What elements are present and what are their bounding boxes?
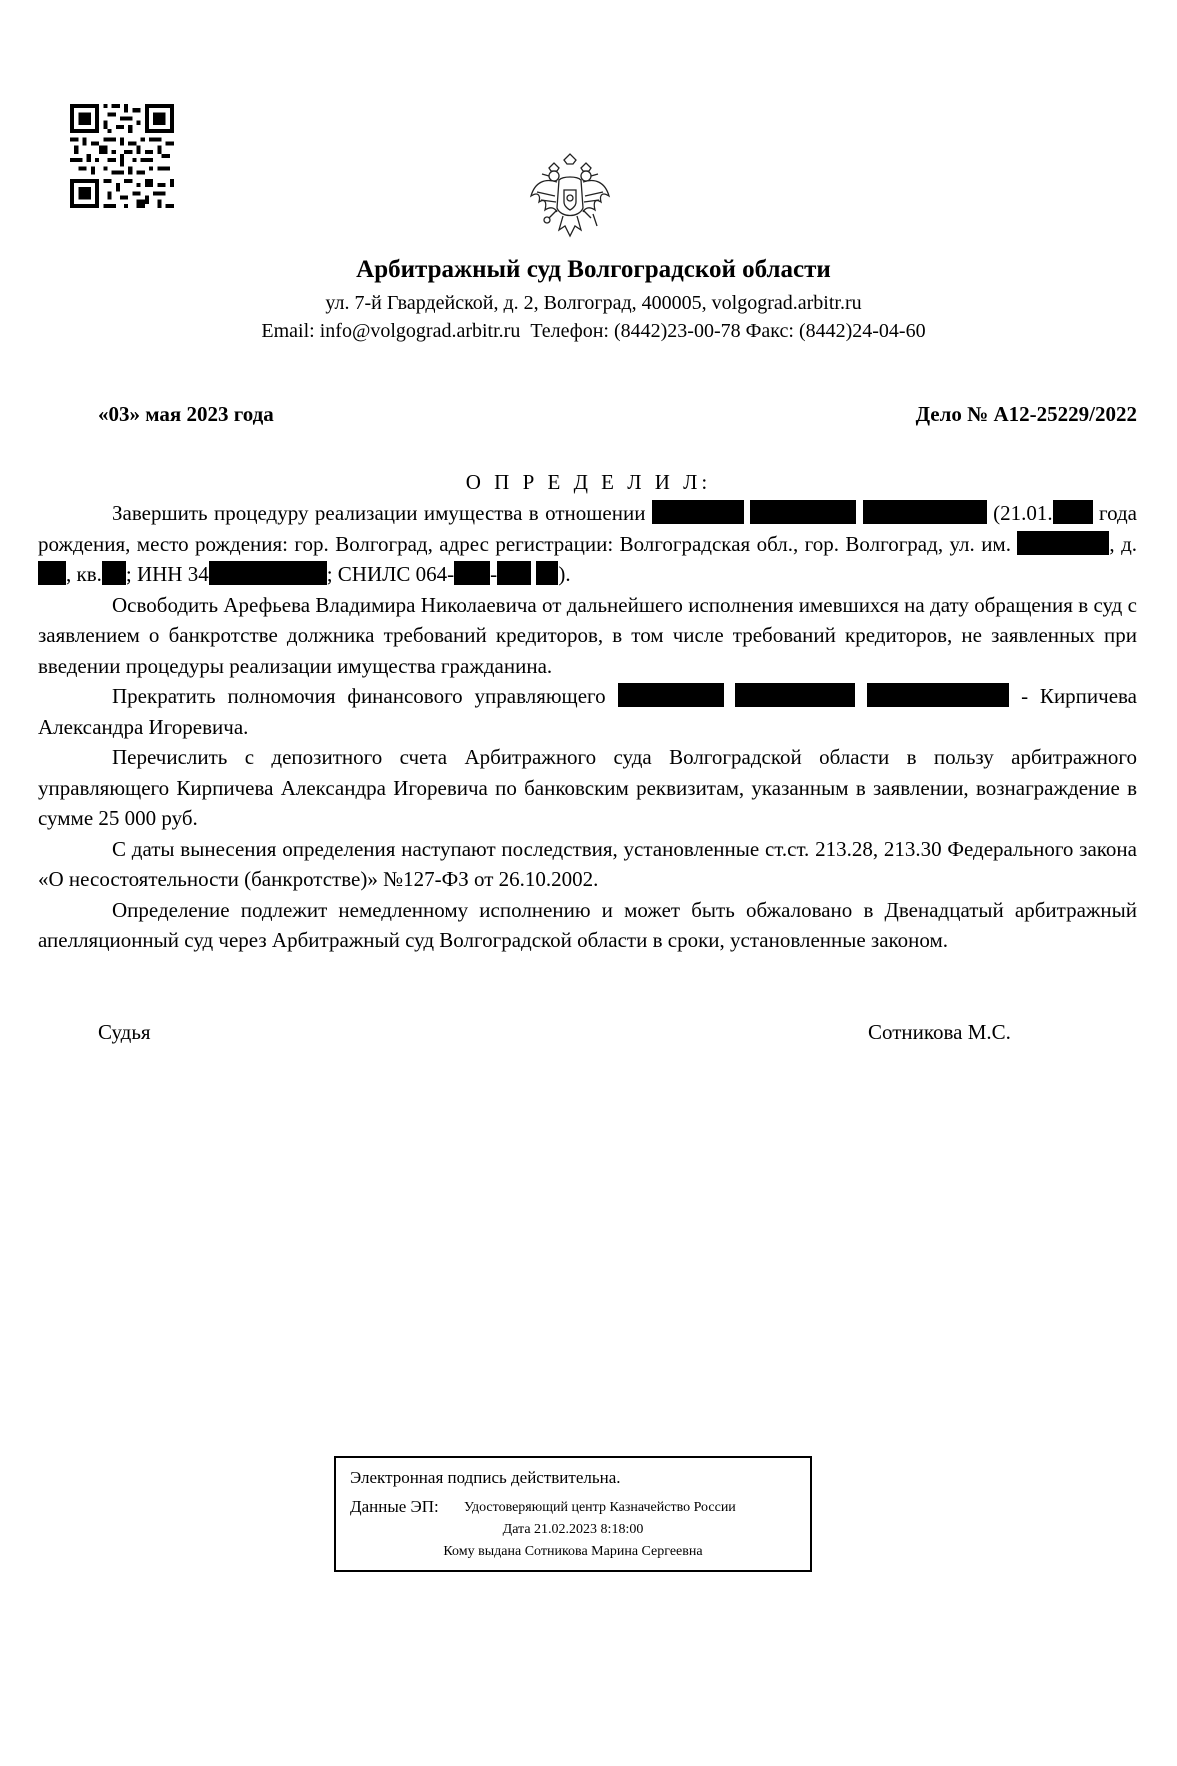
paragraph-5: С даты вынесения определения наступают последствия, установленные ст.ст. 213.28, 213.30 Федерального закона «О несостоятельности (банкротстве)» №127-ФЗ от 26.10.2002.: [38, 836, 1137, 891]
ruling-body: [38, 498, 1137, 956]
redaction: [863, 500, 987, 524]
court-contacts: Email: info@volgograd.arbitr.ru Телефон: (8442)23-00-78 Факс: (8442)24-04-60: [261, 320, 926, 342]
esig-owner: Кому выдана Сотникова Марина Сергеевна: [443, 1544, 703, 1559]
ruling-heading: О П Р Е Д Е Л И Л:: [465, 470, 712, 494]
esig-issuer: Удостоверяющий центр Казначейство России: [464, 1500, 736, 1515]
paragraph-text: Завершить процедуру реализации имущества в отношении: [112, 501, 646, 525]
paragraph-6: Определение подлежит немедленному исполнению и может быть обжаловано в Двенадцатый арбитражный апелляционный суд через Арбитражный суд Волгоградской области в сроки, установленные законом.: [38, 897, 1137, 952]
paragraph-text: , кв.: [66, 562, 102, 586]
redaction: [497, 561, 531, 585]
paragraph-text: Прекратить полномочия финансового управляющего: [112, 684, 606, 708]
redaction: [536, 561, 558, 585]
paragraph-3: [38, 681, 1137, 742]
ruling-date: «03» мая 2023 года: [98, 402, 274, 426]
redaction: [102, 561, 126, 585]
paragraph-text: , д.: [1109, 531, 1138, 556]
judge-name: Сотникова М.С.: [868, 1020, 1011, 1044]
redaction: [618, 683, 724, 707]
esig-data-label: Данные ЭП:: [350, 1497, 439, 1516]
redaction: [454, 561, 490, 585]
redaction: [750, 500, 856, 524]
qr-code-icon: [70, 104, 174, 208]
paragraph-1: [38, 498, 1137, 590]
case-number: Дело № А12-25229/2022: [915, 402, 1137, 426]
paragraph-text: ).: [558, 562, 571, 586]
court-name: Арбитражный суд Волгоградской области: [356, 256, 831, 283]
esig-valid-text: Электронная подпись действительна.: [350, 1468, 621, 1487]
redaction: [1017, 531, 1109, 555]
redaction: [735, 683, 855, 707]
paragraph-text: года рождения, место рождения: гор. Волгоград, адрес регистрации: Волгоградская обл., гор. Волгоград, ул. им.: [38, 501, 1137, 556]
court-address: ул. 7-й Гвардейской, д. 2, Волгоград, 400005, volgograd.arbitr.ru: [325, 292, 862, 314]
redaction: [38, 561, 66, 585]
redaction: [209, 561, 327, 585]
esig-date: Дата 21.02.2023 8:18:00: [502, 1522, 644, 1537]
paragraph-text: ; СНИЛС 064-: [326, 562, 455, 586]
redaction: [1053, 500, 1093, 524]
paragraph-text: - Кирпичева Александра Игоревича.: [38, 684, 1137, 739]
paragraph-4: Перечислить с депозитного счета Арбитражного суда Волгоградской области в пользу арбитражного управляющего Кирпичева Александра Игоревича по банковским реквизитам, указанным в заявлении, вознаграждение в сумме 25 000 руб.: [38, 745, 1137, 830]
paragraph-2: Освободить Арефьева Владимира Николаевича от дальнейшего исполнения имевшихся на дату обращения в суд с заявлением о банкротстве должника требований кредиторов, в том числе требований кредиторов, не заявленных при введении процедуры реализации имущества гражданина.: [38, 592, 1137, 678]
paragraph-text: (21.01.: [993, 501, 1053, 525]
coat-of-arms-icon: [527, 152, 613, 244]
paragraph-text: -: [490, 562, 498, 586]
paragraph-text: ; ИНН 34: [125, 562, 209, 586]
electronic-signature-box: [334, 1456, 812, 1572]
redaction: [652, 500, 744, 524]
redaction: [867, 683, 1009, 707]
judge-label: Судья: [98, 1020, 151, 1044]
